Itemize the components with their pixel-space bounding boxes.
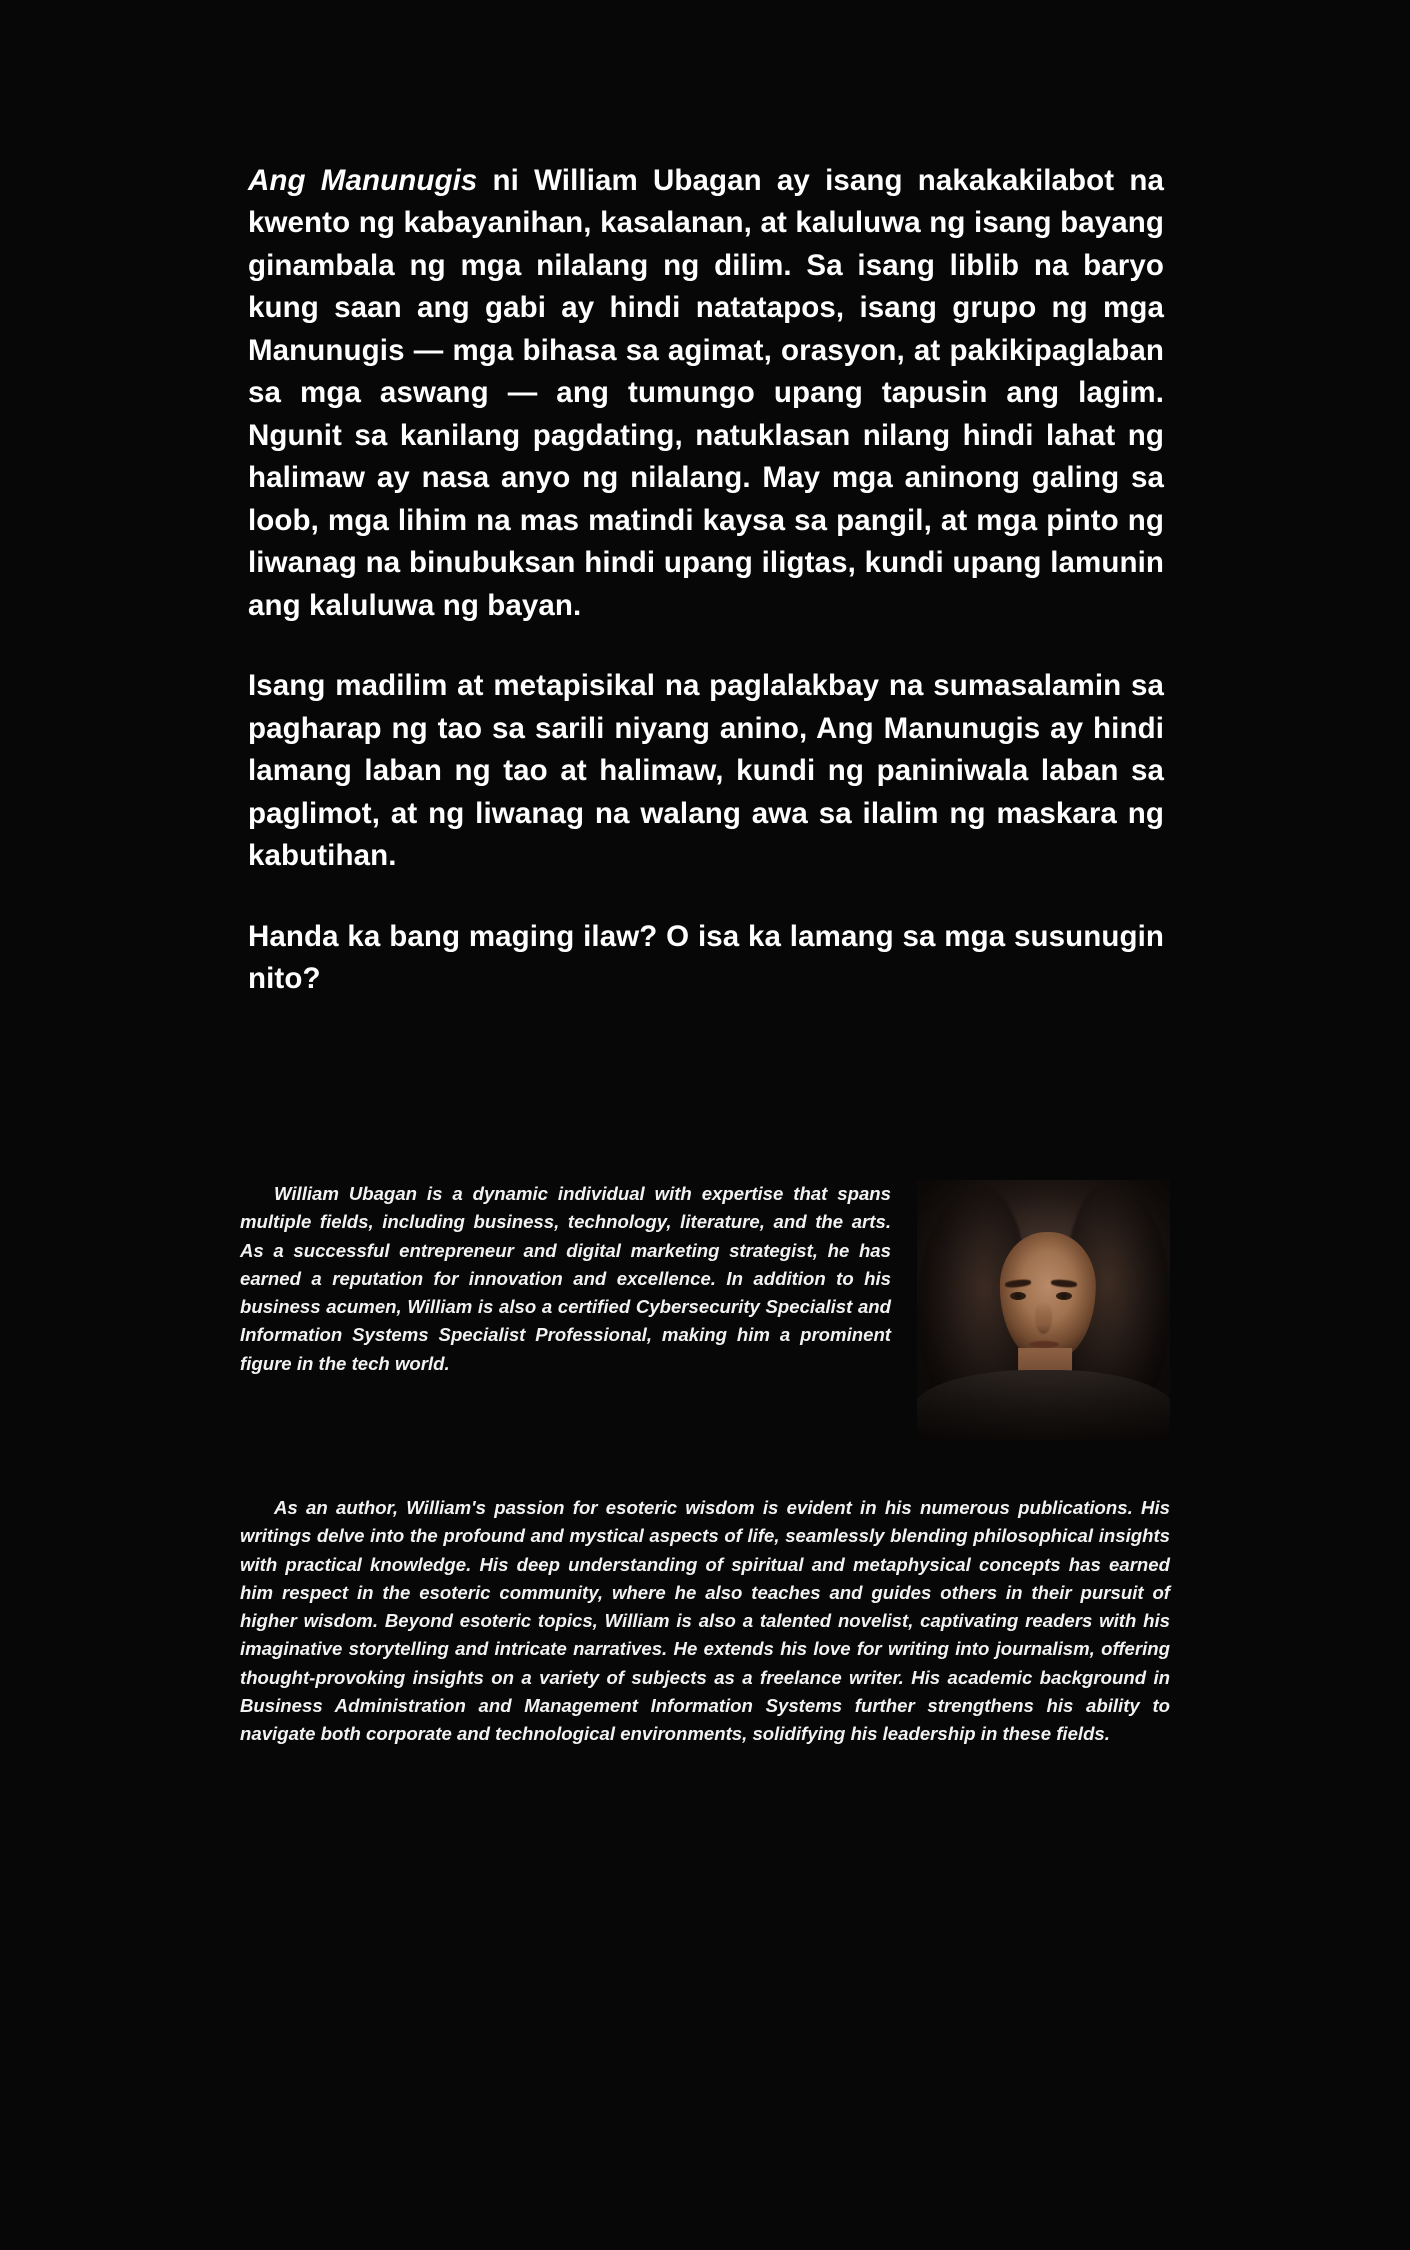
synopsis-paragraph-1-body: ni William Ubagan ay isang nakakakilabot na kwento ng kabayanihan, kasalanan, at kaluluwa ng isang bayang ginambala ng mga nilalang ng dilim. Sa isang liblib na baryo kung saan ang gabi ay hindi natatapos, isang grupo ng mga Manunugis — mga bihasa sa agimat, orasyon, at pakikipaglaban sa mga aswang — ang tumungo upang tapusin ang lagim. Ngunit sa kanilang pagdating, natuklasan nilang hindi lahat ng halimaw ay nasa anyo ng nilalang. May mga aninong galing sa loob, mga lihim na mas matindi kaysa sa pangil, at mga pinto ng liwanag na binubuksan hindi upang iligtas, kundi upang lamunin ang kaluluwa ng bayan.	[248, 164, 1164, 622]
author-bio-paragraph-2: As an author, William's passion for esoteric wisdom is evident in his numerous publications. His writings delve into the profound and mystical aspects of life, seamlessly blending philosophical insights with practical knowledge. His deep understanding of spiritual and metaphysical concepts has earned him respect in the esoteric community, where he also teaches and guides others in their pursuit of higher wisdom. Beyond esoteric topics, William is also a talented novelist, captivating readers with his imaginative storytelling and intricate narratives. He extends his love for writing into journalism, offering thought-provoking insights on a variety of subjects as a freelance writer. His academic background in Business Administration and Management Information Systems further strengthens his ability to navigate both corporate and technological environments, solidifying his leadership in these fields.	[240, 1497, 1170, 1744]
author-bio-bottom	[240, 1494, 1170, 1748]
author-bio-paragraph-1: William Ubagan is a dynamic individual with expertise that spans multiple fields, including business, technology, literature, and the arts. As a successful entrepreneur and digital marketing strategist, he has earned a reputation for innovation and excellence. In addition to his business acumen, William is also a certified Cybersecurity Specialist and Information Systems Specialist Professional, making him a prominent figure in the tech world.	[240, 1183, 891, 1374]
portrait-vignette	[917, 1180, 1170, 1440]
book-title: Ang Manunugis	[248, 164, 478, 197]
author-bio-section	[240, 1180, 1170, 1748]
synopsis-paragraph-2: Isang madilim at metapisikal na paglalakbay na sumasalamin sa pagharap ng tao sa sarili niyang anino, Ang Manunugis ay hindi lamang laban ng tao at halimaw, kundi ng paniniwala laban sa paglimot, at ng liwanag na walang awa sa ilalim ng maskara ng kabutihan.	[248, 669, 1164, 873]
book-synopsis	[248, 160, 1164, 1000]
synopsis-paragraph-1	[248, 160, 1164, 627]
author-bio-top	[240, 1180, 1170, 1470]
synopsis-paragraph-3: Handa ka bang maging ilaw? O isa ka lamang sa mga susunugin nito?	[248, 919, 1164, 995]
author-portrait-image	[917, 1180, 1170, 1440]
